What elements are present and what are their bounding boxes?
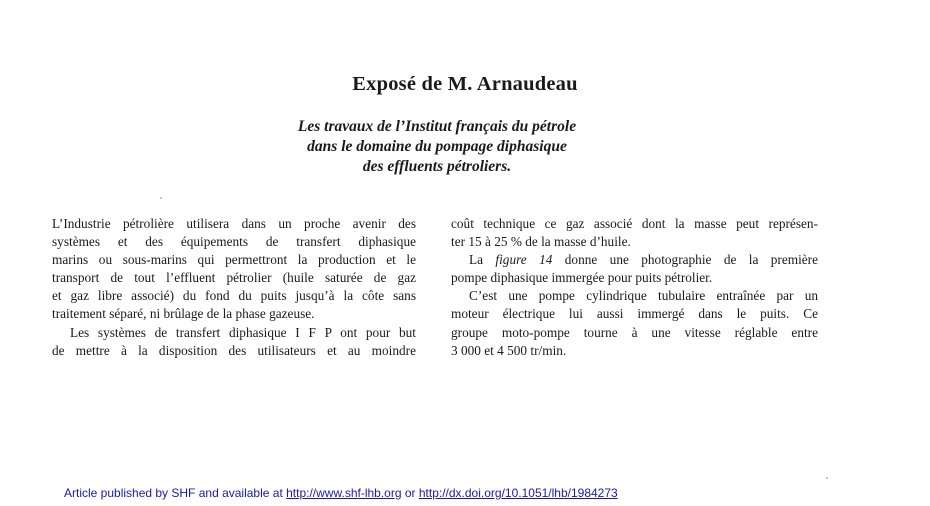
footer-prefix: Article published by SHF and available at xyxy=(64,486,287,500)
text-line: et gaz libre associé) du fond du puits jusqu’à la côte sans xyxy=(52,288,416,304)
text-line: L’Industrie pétrolière utilisera dans un proche avenir des xyxy=(52,216,416,231)
text-line: La figure 14 donne une photographie de la première xyxy=(469,252,818,268)
text-line: coût technique ce gaz associé dont la masse peut représen- xyxy=(451,216,818,231)
text-line: marins ou sous-marins qui permettront la production et le xyxy=(52,252,416,268)
subtitle-line: des effluents pétroliers. xyxy=(362,158,512,175)
scan-speck xyxy=(826,477,828,479)
text-line: Les systèmes de transfert diphasique I F P ont pour but xyxy=(70,324,416,340)
text-line: systèmes et des équipements de transfert diphasique xyxy=(52,234,416,250)
text-line: 3 000 et 4 500 tr/min. xyxy=(451,342,567,358)
right-text-column xyxy=(451,215,818,360)
text-line: pompe diphasique immergée pour puits pétrolier. xyxy=(451,270,713,286)
paper-title: Exposé de M. Arnaudeau xyxy=(352,73,578,95)
scan-speck xyxy=(160,197,162,199)
publication-footer xyxy=(64,486,618,500)
figure-reference: figure 14 xyxy=(495,252,553,268)
text-line: transport de tout l’effluent pétrolier (huile saturée de gaz xyxy=(52,270,416,286)
paper-subtitle xyxy=(0,117,874,177)
text-line: groupe moto-pompe tourne à une vitesse réglable entre xyxy=(451,324,818,340)
text-line: traitement séparé, ni brûlage de la phase gazeuse. xyxy=(52,306,315,322)
footer-middle: or xyxy=(401,486,419,500)
shf-website-link[interactable]: http://www.shf-lhb.org xyxy=(286,486,402,500)
subtitle-line: dans le domaine du pompage diphasique xyxy=(307,138,567,155)
left-text-column xyxy=(52,215,416,360)
text-line: de mettre à la disposition des utilisateurs et au moindre xyxy=(52,342,416,358)
subtitle-line: Les travaux de l’Institut français du pétrole xyxy=(297,118,577,135)
text-line: ter 15 à 25 % de la masse d’huile. xyxy=(451,234,631,250)
text-line: moteur électrique lui aussi immergé dans le puits. Ce xyxy=(451,306,818,322)
doi-link[interactable]: http://dx.doi.org/10.1051/lhb/1984273 xyxy=(418,486,618,500)
text-line: C’est une pompe cylindrique tubulaire entraînée par un xyxy=(469,288,818,304)
